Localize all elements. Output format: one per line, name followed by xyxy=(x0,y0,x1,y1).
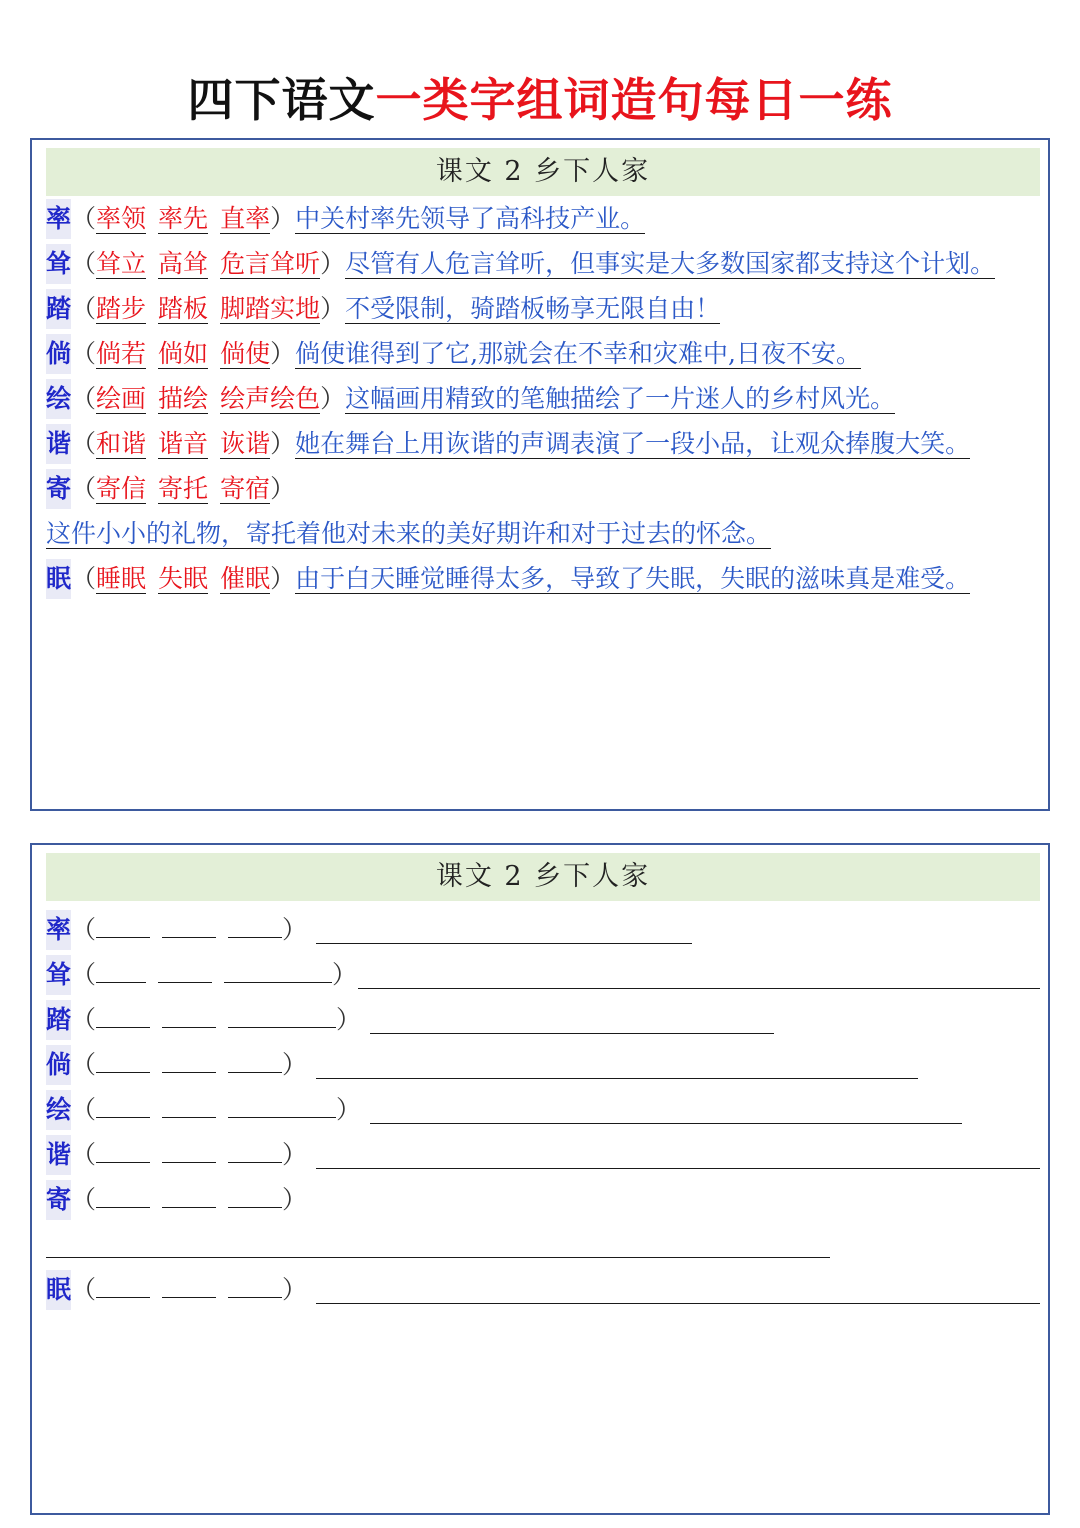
practice-panel xyxy=(30,843,1050,1515)
practice-row xyxy=(46,1179,307,1219)
answer-panel xyxy=(30,138,1050,811)
lesson-header: 课文 2 乡下人家 xyxy=(46,853,1040,901)
practice-char: 踏 xyxy=(46,1000,71,1040)
entry-word: 倘使 xyxy=(220,339,271,368)
entry-word: 高耸 xyxy=(158,249,209,278)
paren-open: （ xyxy=(71,204,97,233)
entry-word: 催眠 xyxy=(220,564,271,593)
entry-word: 绘声绘色 xyxy=(220,384,321,413)
word-blank[interactable] xyxy=(96,1179,150,1208)
entry-sentence: 中关村率先领导了高科技产业。 xyxy=(295,204,646,233)
practice-char: 率 xyxy=(46,910,71,950)
title-part1: 四下语文 xyxy=(187,73,376,127)
entry-char: 率 xyxy=(46,199,71,239)
sentence-blank[interactable] xyxy=(316,943,692,944)
entry-row xyxy=(46,334,861,374)
title-part2: 一类字组词造句每日一练 xyxy=(375,73,893,127)
entry-word: 踏步 xyxy=(96,294,147,323)
entry-word: 率先 xyxy=(158,204,209,233)
entry-word: 耸立 xyxy=(96,249,147,278)
word-blank[interactable] xyxy=(162,1044,216,1073)
word-blank[interactable] xyxy=(228,1269,282,1298)
word-blank[interactable] xyxy=(224,954,332,983)
practice-char: 绘 xyxy=(46,1090,71,1130)
paren-close: ） xyxy=(320,384,346,413)
paren-open: （ xyxy=(71,384,97,413)
sentence-blank[interactable] xyxy=(46,1257,830,1258)
entry-word: 倘如 xyxy=(158,339,209,368)
entry-row xyxy=(46,469,295,509)
paren-open: （ xyxy=(71,1275,97,1304)
paren-close: ） xyxy=(282,1275,308,1304)
word-blank[interactable] xyxy=(96,1134,150,1163)
entry-word: 睡眠 xyxy=(96,564,147,593)
paren-open: （ xyxy=(71,429,97,458)
practice-row xyxy=(46,999,361,1039)
practice-char: 倘 xyxy=(46,1045,71,1085)
sentence-blank[interactable] xyxy=(370,1033,774,1034)
entry-word: 寄信 xyxy=(96,474,147,503)
paren-close: ） xyxy=(320,294,346,323)
paren-close: ） xyxy=(270,204,296,233)
paren-close: ） xyxy=(332,960,358,989)
entry-char: 耸 xyxy=(46,244,71,284)
entry-word: 描绘 xyxy=(158,384,209,413)
entry-sentence: 尽管有人危言耸听，但事实是大多数国家都支持这个计划。 xyxy=(345,249,996,278)
practice-char: 谐 xyxy=(46,1135,71,1175)
paren-close: ） xyxy=(270,339,296,368)
entry-char: 谐 xyxy=(46,424,71,464)
paren-open: （ xyxy=(71,1005,97,1034)
entry-char: 踏 xyxy=(46,289,71,329)
paren-close: ） xyxy=(282,1185,308,1214)
word-blank[interactable] xyxy=(162,909,216,938)
entry-word: 诙谐 xyxy=(220,429,271,458)
word-blank[interactable] xyxy=(96,1089,150,1118)
word-blank[interactable] xyxy=(228,1044,282,1073)
entry-row xyxy=(46,244,995,284)
word-blank[interactable] xyxy=(96,999,150,1028)
word-blank[interactable] xyxy=(96,1044,150,1073)
paren-close: ） xyxy=(270,474,296,503)
entry-word: 倘若 xyxy=(96,339,147,368)
entry-row-continued xyxy=(46,514,771,554)
paren-open: （ xyxy=(71,1095,97,1124)
paren-open: （ xyxy=(71,1050,97,1079)
paren-close: ） xyxy=(320,249,346,278)
entry-row xyxy=(46,379,895,419)
entry-word: 和谐 xyxy=(96,429,147,458)
entry-char: 倘 xyxy=(46,334,71,374)
entry-word: 绘画 xyxy=(96,384,147,413)
paren-close: ） xyxy=(282,1140,308,1169)
practice-row xyxy=(46,954,357,994)
paren-open: （ xyxy=(71,294,97,323)
word-blank[interactable] xyxy=(162,999,216,1028)
sentence-blank[interactable] xyxy=(316,1078,918,1079)
entry-char: 绘 xyxy=(46,379,71,419)
entry-word: 率领 xyxy=(96,204,147,233)
word-blank[interactable] xyxy=(162,1134,216,1163)
practice-row xyxy=(46,1269,307,1309)
entry-word: 谐音 xyxy=(158,429,209,458)
entry-sentence: 由于白天睡觉睡得太多，导致了失眠，失眠的滋味真是难受。 xyxy=(295,564,971,593)
entry-row xyxy=(46,199,645,239)
entry-row xyxy=(46,559,970,599)
entry-sentence: 倘使谁得到了它,那就会在不幸和灾难中,日夜不安。 xyxy=(295,339,861,368)
paren-open: （ xyxy=(71,1185,97,1214)
entry-word: 失眠 xyxy=(158,564,209,593)
practice-char: 眠 xyxy=(46,1270,71,1310)
word-blank[interactable] xyxy=(228,1179,282,1208)
word-blank[interactable] xyxy=(162,1179,216,1208)
entry-row xyxy=(46,424,970,464)
sentence-blank[interactable] xyxy=(358,988,1040,989)
entry-word: 危言耸听 xyxy=(220,249,321,278)
practice-char: 耸 xyxy=(46,955,71,995)
entry-sentence: 这件小小的礼物，寄托着他对未来的美好期许和对于过去的怀念。 xyxy=(46,519,772,548)
paren-open: （ xyxy=(71,564,97,593)
paren-open: （ xyxy=(71,249,97,278)
word-blank[interactable] xyxy=(162,1269,216,1298)
word-blank[interactable] xyxy=(228,999,336,1028)
paren-close: ） xyxy=(282,1050,308,1079)
sentence-blank[interactable] xyxy=(316,1303,1040,1304)
entry-word: 直率 xyxy=(220,204,271,233)
sentence-blank[interactable] xyxy=(316,1168,1040,1169)
entry-sentence: 她在舞台上用诙谐的声调表演了一段小品，让观众捧腹大笑。 xyxy=(295,429,971,458)
entry-char: 眠 xyxy=(46,559,71,599)
word-blank[interactable] xyxy=(96,909,150,938)
entry-word: 寄宿 xyxy=(220,474,271,503)
paren-close: ） xyxy=(270,429,296,458)
paren-open: （ xyxy=(71,915,97,944)
practice-row xyxy=(46,1089,361,1129)
entry-word: 踏板 xyxy=(158,294,209,323)
practice-row xyxy=(46,1134,307,1174)
word-blank[interactable] xyxy=(96,954,146,983)
word-blank[interactable] xyxy=(228,1089,336,1118)
word-blank[interactable] xyxy=(228,1134,282,1163)
entry-sentence: 这幅画用精致的笔触描绘了一片迷人的乡村风光。 xyxy=(345,384,896,413)
word-blank[interactable] xyxy=(158,954,212,983)
entry-sentence: 不受限制，骑踏板畅享无限自由！ xyxy=(345,294,721,323)
entry-char: 寄 xyxy=(46,469,71,509)
word-blank[interactable] xyxy=(96,1269,150,1298)
entry-row xyxy=(46,289,720,329)
entry-word: 寄托 xyxy=(158,474,209,503)
paren-close: ） xyxy=(336,1095,362,1124)
practice-row xyxy=(46,909,307,949)
word-blank[interactable] xyxy=(228,909,282,938)
practice-char: 寄 xyxy=(46,1180,71,1220)
lesson-header: 课文 2 乡下人家 xyxy=(46,148,1040,196)
paren-close: ） xyxy=(282,915,308,944)
practice-row xyxy=(46,1044,307,1084)
paren-close: ） xyxy=(270,564,296,593)
entry-word: 脚踏实地 xyxy=(220,294,321,323)
paren-open: （ xyxy=(71,960,97,989)
paren-close: ） xyxy=(336,1005,362,1034)
word-blank[interactable] xyxy=(162,1089,216,1118)
page-title xyxy=(0,68,1080,132)
paren-open: （ xyxy=(71,1140,97,1169)
sentence-blank[interactable] xyxy=(370,1123,962,1124)
paren-open: （ xyxy=(71,474,97,503)
paren-open: （ xyxy=(71,339,97,368)
